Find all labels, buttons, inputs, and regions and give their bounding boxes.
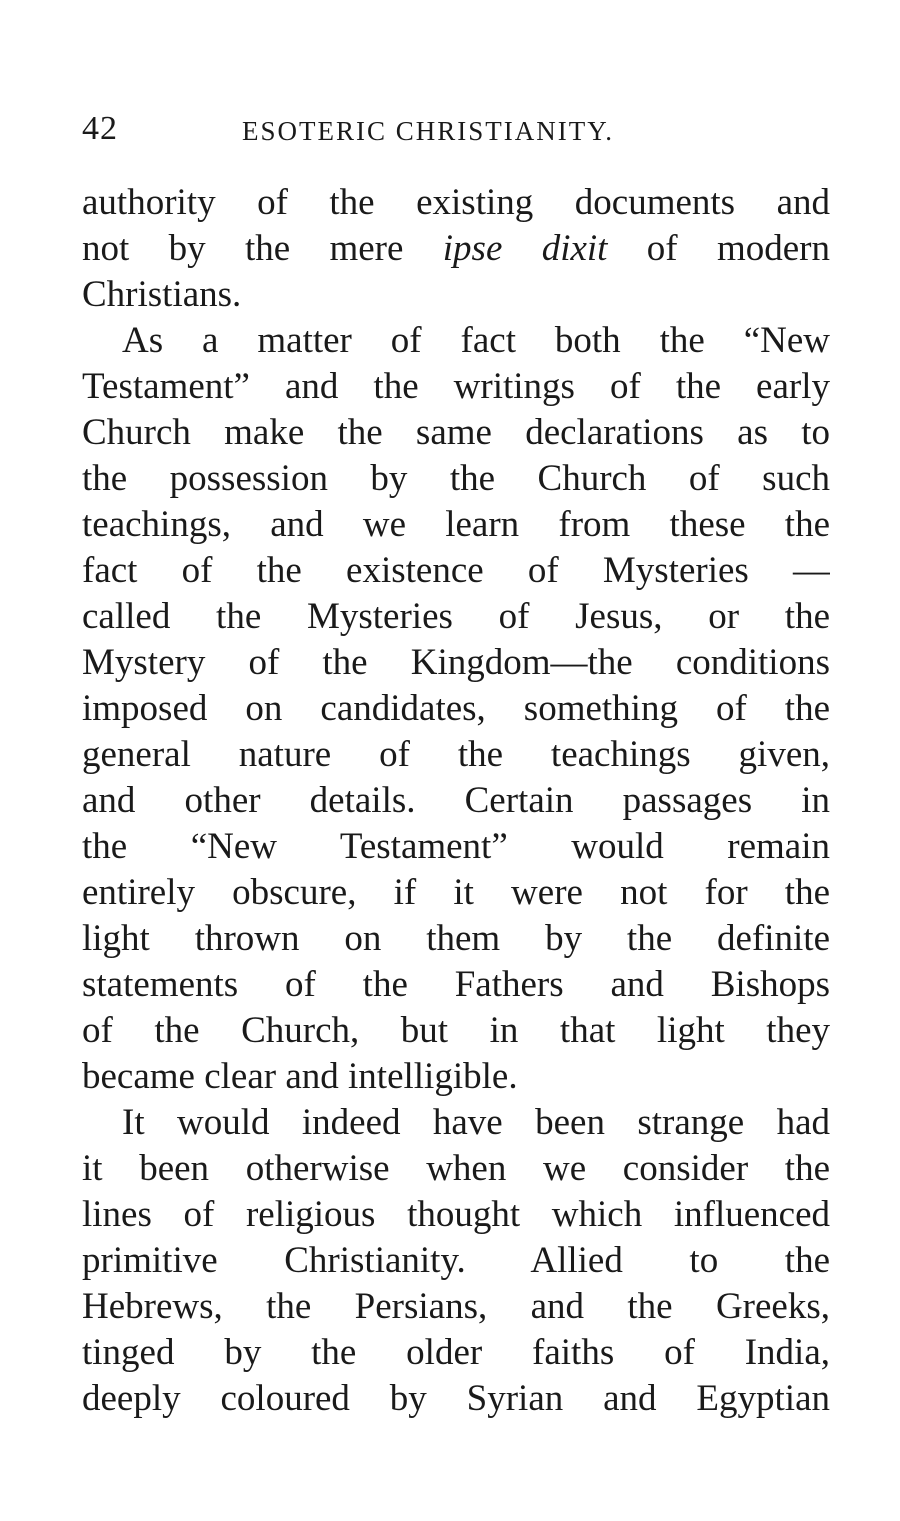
- page-number: 42: [82, 110, 118, 147]
- text-fragment: not by the mere: [82, 228, 443, 269]
- text-line: became clear and intelligible.: [82, 1056, 518, 1097]
- text-line: It would indeed have been strange had: [122, 1102, 830, 1143]
- text-line: authority of the existing documents and: [82, 182, 830, 223]
- body-text: [82, 180, 830, 1422]
- text-line: tinged by the older faiths of India,: [82, 1332, 830, 1373]
- text-line: the “New Testament” would remain: [82, 826, 830, 867]
- running-header: [82, 110, 830, 150]
- text-line: entirely obscure, if it were not for the: [82, 872, 830, 913]
- text-line: As a matter of fact both the “New: [122, 320, 830, 361]
- text-line: Christians.: [82, 274, 242, 315]
- text-line: fact of the existence of Mysteries —: [82, 550, 830, 591]
- text-line: Testament” and the writings of the early: [82, 366, 830, 407]
- text-line: general nature of the teachings given,: [82, 734, 830, 775]
- text-line: it been otherwise when we consider the: [82, 1148, 830, 1189]
- italic-phrase: ipse dixit: [442, 228, 608, 269]
- text-line: Church make the same declarations as to: [82, 412, 830, 453]
- text-line: [82, 226, 830, 272]
- text-line: imposed on candidates, something of the: [82, 688, 830, 729]
- paragraph-2: [82, 318, 830, 1100]
- paragraph-1: [82, 180, 830, 318]
- paragraph-3: [82, 1100, 830, 1422]
- text-line: light thrown on them by the definite: [82, 918, 830, 959]
- text-line: Mystery of the Kingdom—the conditions: [82, 642, 830, 683]
- text-line: the possession by the Church of such: [82, 458, 830, 499]
- text-line: of the Church, but in that light they: [82, 1010, 830, 1051]
- text-line: statements of the Fathers and Bishops: [82, 964, 830, 1005]
- text-line: called the Mysteries of Jesus, or the: [82, 596, 830, 637]
- text-line: and other details. Certain passages in: [82, 780, 830, 821]
- text-line: lines of religious thought which influenced: [82, 1194, 830, 1235]
- text-line: teachings, and we learn from these the: [82, 504, 830, 545]
- text-line: Hebrews, the Persians, and the Greeks,: [82, 1286, 830, 1327]
- text-line: deeply coloured by Syrian and Egyptian: [82, 1378, 830, 1419]
- running-title: ESOTERIC CHRISTIANITY.: [242, 116, 615, 146]
- text-fragment: of modern: [607, 228, 830, 269]
- text-line: primitive Christianity. Allied to the: [82, 1240, 830, 1281]
